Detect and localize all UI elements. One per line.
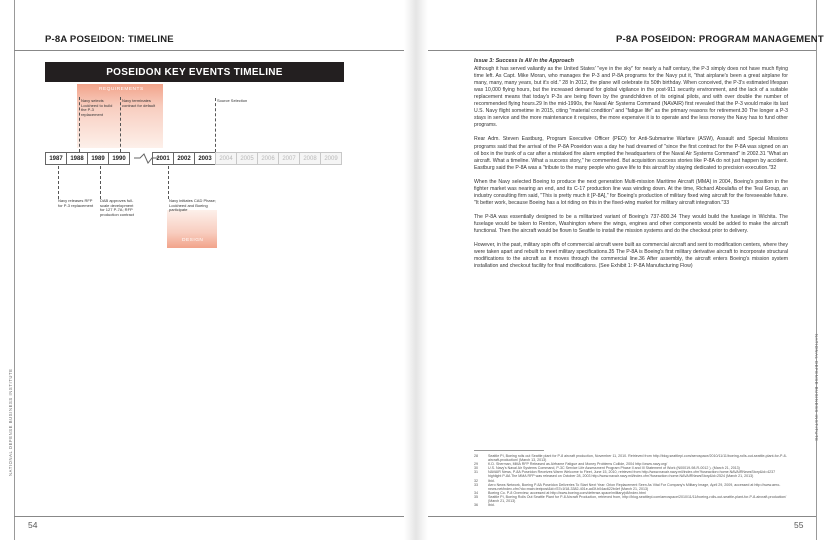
article-paragraph: Rear Adm. Steven Eastburg, Program Executive Officer (PEO) for Anti-Submarine Warfare (ASW), Assault and Special Missions programs said that the arrival of the P-8A Poseidon was a day he had dreamed of "since the first contract for the P-8A was signed on an oil box in the trunk of a car after a mistaked fire alarm emptied the headquarters of the Naval Air Systems Command" in 2002.31 "What an aircraft. What a timeline. What a success story," he commented. But acquisition success stories like P-8A do not just happen by accident. Eastburg said the P-8A was a "tribute to the many people who gave life to this aircraft by staying dedicated to precision execution."32 <box>474 136 788 171</box>
footnote-number: 28 <box>474 454 478 458</box>
right-footer-rule <box>428 516 816 517</box>
article-paragraph: Although it has served valiantly as the United States' "eye in the sky" for nearly a half century, the P-3 simply does not have much flying time left. As Capt. Mike Moran, who manages the P-3 and P-8A programs for the Navy put it, "that airplane's been a great airplane for many, many, many years, but it's old." 28 In 2012, the plane will celebrate its 50th birthday. When conceived, the P-3's estimated lifespan was 10,000 flying hours, but the increased demand for global vigilance in the post-911 security environment, and the lack of a suitable replacement means that today's P-3s are being flown by the grandchildren of its original pilots, and with over double the number of recommended flying hours.29 In the mid-1990s, the Naval Air Systems Command (NAVAIR) first revealed that the P-3 would make its last U.S. Navy flight sometime in 2015, citing "material condition" and "fatigue life" as the primary reasons for retirement.30 The longer a P-3 stays in service and the more maintenance it requires, the more expensive it is to operate and the less money the Navy has to fund other programs. <box>474 66 788 129</box>
issue-title: Issue 3: Success Is All in the Approach <box>474 58 574 64</box>
left-side-text: NATIONAL DEFENSE BUSINESS INSTITUTE <box>8 368 13 476</box>
footnote-text: U.S. Navy's Naval Air Systems Command, P-3C Service Life Assessment Program Phase II and III Statement of Work (N00019-98-R-0012 ). (March 21, 2013) <box>488 466 740 471</box>
footnote-rule <box>474 450 544 451</box>
footnote-text: K.D. Sherman, MMA RFP Released as Airframe Fatigue and Money Problems Collide, 2004 http://www.navy.org/ <box>488 462 668 467</box>
timeline-break-icon <box>134 151 158 167</box>
event-connector <box>168 166 169 199</box>
footnote-number: 34 <box>474 490 478 495</box>
right-header-rule <box>428 50 816 51</box>
footnote-number: 35 <box>474 494 478 499</box>
footnote-text: Ibid. <box>488 478 495 483</box>
timeline-year: 1988 <box>66 152 88 165</box>
footnotes <box>474 454 788 507</box>
timeline-year: 2009 <box>320 152 342 165</box>
footnote-number: 30 <box>474 466 478 471</box>
footnote-text: Boeing Co. P-8 Overview, accessed at http://www.boeing.com/defense-space/military/p8/index.html <box>488 490 646 495</box>
event-note-dab-approves: DAB approves full-scale development for 127 P-7A; RFP production contract <box>100 198 135 217</box>
article-paragraph: However, in the past, military spin offs of commercial aircraft were built as commercial aircraft and sent to modification centers, where they were taken apart and rebuilt to meet military specifications.35 The P-8A is Boeing's first military derivative aircraft to incorporate structural modifications to the aircraft as it moves through the commercial line.36 After assembly, the aircraft enters Boeing's mission system installation and checkout facility for final modifications. (See Exhibit 1: P-8A Manufacturing Flow) <box>474 242 788 270</box>
left-header-rule <box>14 50 404 51</box>
timeline-year: 1989 <box>87 152 109 165</box>
timeline-title: POSEIDON KEY EVENTS TIMELINE <box>45 62 344 82</box>
event-connector <box>79 97 80 152</box>
design-label: DESIGN <box>182 238 204 243</box>
left-page-number: 54 <box>28 520 38 530</box>
right-side-text: NATIONAL DEFENSE BUSINESS INSTITUTE <box>814 334 819 442</box>
article-body <box>474 58 788 277</box>
footnote-text: Seattle PI, Boeing rolls out Seattle plant for P-8 aircraft production, November 11, 2010. Retrieved from http://blog.seattlepi.com/aerospace/2010/11/11/boeing-rolls-out-seattle-plant-for-P-8-aircraft-production/ (March 13, 2013) <box>488 454 787 463</box>
footnote-number: 36 <box>474 503 478 508</box>
article-paragraph: When the Navy selected Boeing to produce the next generation Multi-mission Maritime Aircraft (MMA) in 2004, Boeing's position in the fighter market was nearing an end, and its C-17 production line was winding down. At the time, Richard Aboulafia of the Teal Group, an industry consulting firm said, "This is pretty much it [P-8A]," for Boeing's production of military fixed wing aircraft for the foreseeable future. "It better work, because Boeing has a lot riding on this in the fixed-wing market for military aircraft integration."33 <box>474 178 788 206</box>
timeline-year: 2005 <box>236 152 258 165</box>
event-note-navy-releases: Navy releases RFP for P-3 replacement <box>58 198 94 208</box>
requirements-label: REQUIREMENTS <box>99 87 144 92</box>
footnote-number: 31 <box>474 470 478 475</box>
footnote <box>474 470 788 478</box>
right-page-header: P-8A POSEIDON: PROGRAM MANAGEMENT <box>616 34 824 45</box>
timeline-year: 1987 <box>45 152 67 165</box>
footnote <box>474 483 788 491</box>
right-margin-line <box>816 0 817 540</box>
timeline-year: 2001 <box>152 152 174 165</box>
event-connector <box>120 97 121 152</box>
right-page-number: 55 <box>794 520 804 530</box>
timeline-year: 2003 <box>194 152 216 165</box>
timeline-year: 2004 <box>215 152 237 165</box>
footnote-text: Ibid. <box>488 503 495 508</box>
footnote-number: 32 <box>474 478 478 483</box>
article-paragraph: The P-8A was essentially designed to be a militarized variant of Boeing's 737-800.34 They would build the fuselage in Wichita. The fuselage would be taken to Renton, Washington where the wings, engines and other components would be added to make the aircraft functional. Then the aircraft would be flown to Seattle to install the mission systems and do the checkout prior to delivery. <box>474 213 788 234</box>
event-connector <box>100 166 101 199</box>
timeline-year: 1990 <box>108 152 130 165</box>
footnote-text: Seattle PI, Boeing Rolls Out Seattle Plant for P-8 Aircraft Production, retrieved from, http://blog.seattlepi.com/aerospace/2010/11/11/boeing-rolls-out-seattle-plant-for-P-8-aircraft-production/ (March 21, 2013) <box>488 494 787 504</box>
left-footer-rule <box>14 516 404 517</box>
footnote-number: 33 <box>474 482 478 487</box>
event-connector <box>215 98 216 152</box>
timeline-year: 2006 <box>257 152 279 165</box>
left-margin-line <box>14 0 15 540</box>
timeline-year: 2008 <box>299 152 321 165</box>
timeline-year: 2002 <box>173 152 195 165</box>
design-phase-box <box>167 210 217 248</box>
footnote <box>474 495 788 503</box>
footnote <box>474 503 788 507</box>
footnote-text: NAVAIR News, P-8A Poseidon Receives Warm Welcome to Fleet, June 15, 2010, retrieved from http://www.navair.navy.mil/index.cfm?fuseaction=home.NAVAIRNewsStory&id=4237 highlight P-8A The MMA RFP was released on October 28, 2003 http://www.navair.navy.mil/index.cfm?fuseaction=home.NAVAIRNewsStory&id=2524 (March 21, 2013) <box>488 470 776 479</box>
event-note-source-selection: Source Selection <box>217 98 248 103</box>
footnote-text: Aero News Network, Boeing P-8A Poseidon Deliveries To Start Next Year: Orion Replacement Seen As Vital For Company's Military Image, April 29, 2009, accessed at http://www.aero-news.net/index.cfm?do=main.textpost&id=f37c1f18-3382-401e-ad3f-b04ac622b4ef (March 21, 2013) <box>488 482 781 491</box>
event-note-navy-selects: Navy selects Lockheed to build the P-3 replacement <box>81 98 113 117</box>
footnote <box>474 454 788 462</box>
left-page-header: P-8A POSEIDON: TIMELINE <box>45 34 174 45</box>
event-note-navy-terminates: Navy terminates contract for default <box>122 98 156 108</box>
timeline-year: 2007 <box>278 152 300 165</box>
footnote-number: 29 <box>474 462 478 467</box>
event-note-navy-initiates: Navy initiates CAD Phase; Lockheed and Boeing participate <box>169 198 216 213</box>
event-connector <box>58 166 59 199</box>
